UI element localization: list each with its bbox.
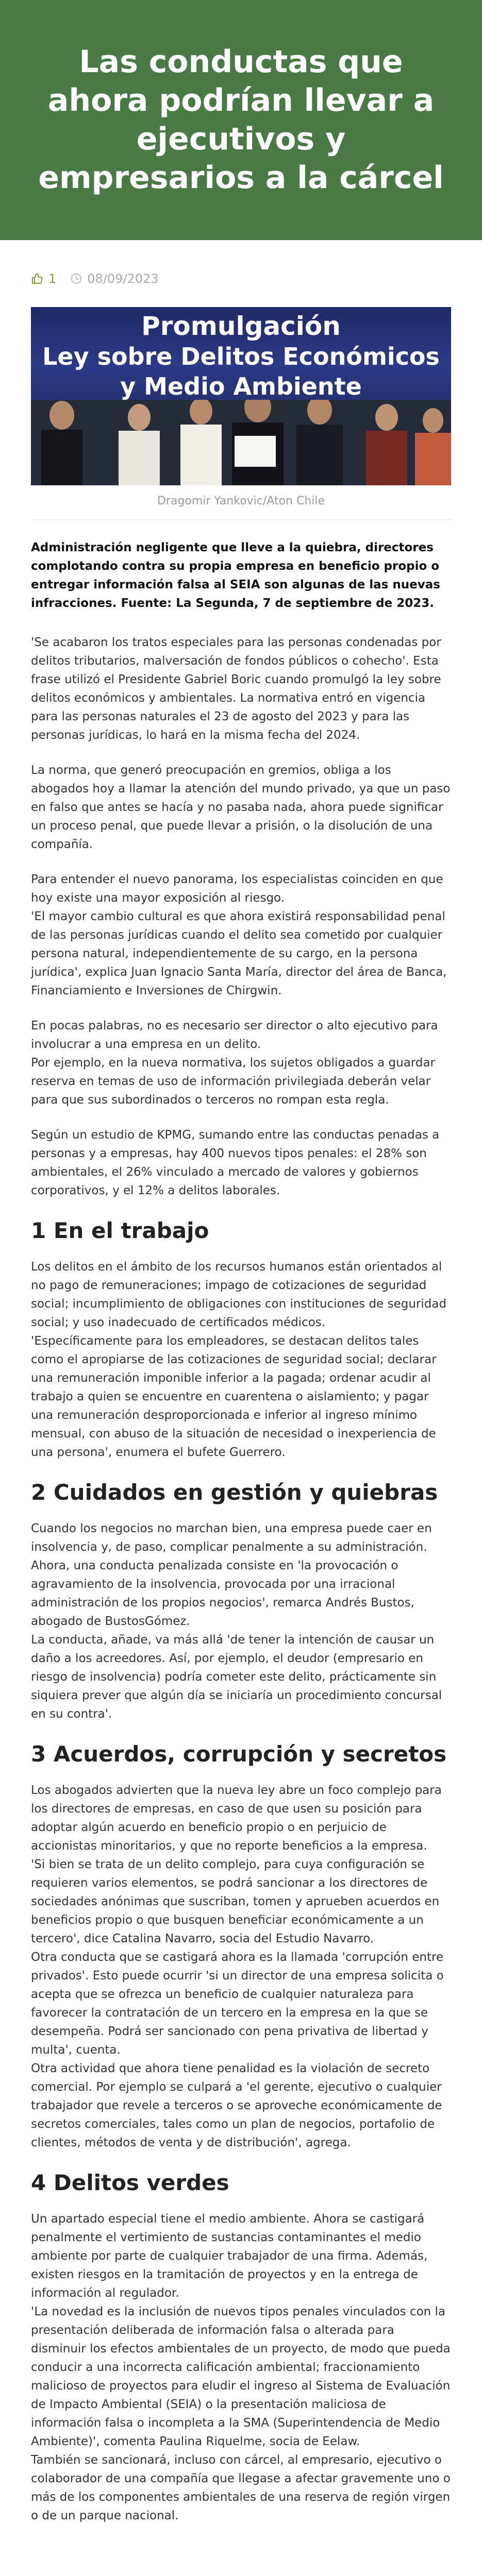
thumbs-up-icon [31, 273, 43, 285]
article-body [0, 261, 482, 2525]
article-meta [31, 261, 451, 297]
paragraph: Los abogados advierten que la nueva ley abre un foco complejo para los directores de empresas, en caso de que usen su posición para adoptar algún acuerdo en beneficio propio o en perjuicio de accionistas minoritarios, y que no reporte beneficios a la empresa. 'Si bien se trata de un delito complejo, para cuya configuración se requieren varios elementos, se podrá sancionar a los directores de sociedades anónimas que suscriban, tomen y aprueben acuerdos en beneficios propio o que busquen beneficiar económicamente a un tercero', dice Catalina Navarro, socia del Estudio Navarro. Otra conducta que se castigará ahora es la llamada 'corrupción entre privados'. Esto puede ocurrir 'si un director de una empresa solicita o acepta que se ofrezca un beneficio de cualquier naturaleza para favorecer la contratación de un tercero en la empresa en la que se desempeña. Podrá ser sancionado con pena privativa de libertad y multa', cuenta. Otra actividad que ahora tiene penalidad es la violación de secreto comercial. Por ejemplo se culpará a 'el gerente, ejecutivo o cualquier trabajador que revele a terceros o se aproveche económicamente de secretos comerciales, tales como un plan de negocios, portafolio de clientes, métodos de venta y de distribución', agrega. [31, 1784, 444, 2149]
banner-line-2a: Ley sobre Delitos Económicos [42, 343, 440, 370]
section-heading: 4 Delitos verdes [31, 2170, 229, 2195]
paragraph: Para entender el nuevo panorama, los especialistas coinciden en que hoy existe una mayor exposición al riesgo. 'El mayor cambio cultural es que ahora existirá responsabilidad penal de las personas jurídicas cuando el delito sea cometido por cualquier persona natural, independientemente de su cargo, en la persona jurídica', explica Juan Ignacio Santa María, director del área de Banca, Financiamiento e Inversiones de Chirgwin. [31, 873, 447, 997]
like-button[interactable] [31, 272, 56, 286]
paragraph: Según un estudio de KPMG, sumando entre las conductas penadas a personas y a empresas, hay 400 nuevos tipos penales: el 28% son ambientales, el 26% vinculado a mercado de valores y gobiernos corporativos, y el 12% a delitos laborales. [31, 1128, 440, 1197]
section-heading: 3 Acuerdos, corrupción y secretos [31, 1741, 447, 1767]
banner-line-1: Promulgación [141, 311, 341, 341]
banner-line-2b: y Medio Ambiente [120, 372, 362, 400]
photo-caption: Dragomir Yankovic/Aton Chile [31, 485, 451, 520]
article-title: Las conductas que ahora podrían llevar a ejecutivos y empresarios a la cárcel [38, 44, 444, 196]
paragraph: 'Se acabaron los tratos especiales para las personas condenadas por delitos tributarios, malversación de fondos públicos o cohecho'. Esta frase utilizó el Presidente Gabriel Boric cuando promulgó la ley sobre delitos económicos y ambientales. La normativa entró en vigencia para las personas naturales el 23 de agosto del 2023 y para las personas jurídicas, lo hará en la misma fecha del 2024. [31, 636, 441, 742]
like-count: 1 [48, 272, 57, 286]
date-text: 08/09/2023 [87, 272, 159, 286]
paragraph: En pocas palabras, no es necesario ser director o alto ejecutivo para involucrar a una empresa en un delito. Por ejemplo, en la nueva normativa, los sujetos obligados a guardar reserva en temas de uso de información privilegiada deberán velar para que sus subordinados o terceros no rompan esta regla. [31, 1019, 438, 1107]
paragraph: Los delitos en el ámbito de los recursos humanos están orientados al no pago de remuneraciones; impago de cotizaciones de seguridad social; incumplimiento de obligaciones con instituciones de seguridad social; y uso inadecuado de certificados médicos. 'Específicamente para los empleadores, se destacan delitos tales como el apropiarse de las cotizaciones de seguridad social; declarar una remuneración imponible inferior a la pagada; ordenar acudir al trabajo a quien se encuentre en cuarentena o aislamiento; y pagar una remuneración desproporcionada e inferior al ingreso mínimo mensual, con abuso de la situación de necesidad o inexperiencia de una persona', enumera el bufete Guerrero. [31, 1260, 447, 1459]
photo-people [31, 400, 451, 485]
publish-date [71, 272, 158, 286]
clock-icon [71, 273, 82, 284]
article-hero [0, 0, 482, 240]
article-photo [31, 307, 451, 485]
section-heading: 2 Cuidados en gestión y quiebras [31, 1480, 438, 1505]
photo-banner [31, 307, 451, 405]
section-heading: 1 En el trabajo [31, 1218, 209, 1243]
article-intro [31, 633, 451, 1200]
paragraph: La norma, que generó preocupación en gremios, obliga a los abogados hoy a llamar la atención del mundo privado, ya que un paso en falso que antes se hacía y no pasaba nada, ahora puede significar un proceso penal, que puede llevar a prisión, o la disolución de una compañía. [31, 764, 451, 851]
article-lead: Administración negligente que lleve a la quiebra, directores complotando contra su propia empresa en beneficio propio o entregar información falsa al SEIA son algunas de las nuevas infracciones. Fuente: La Segunda, 7 de septiembre de 2023. [31, 541, 440, 610]
banner-line-2 [31, 342, 451, 401]
paragraph: Cuando los negocios no marchan bien, una empresa puede caer en insolvencia y, de paso, complicar penalmente a su administración. Ahora, una conducta penalizada consiste en 'la provocación o agravamiento de la insolvencia, provocada por una irracional administración de los propios negocios', remarca Andrés Bustos, abogado de BustosGómez. La conducta, añade, va más allá 'de tener la intención de causar un daño a los acreedores. Así, por ejemplo, el deudor (empresario en riesgo de insolvencia) podría cometer este delito, prácticamente sin siquiera prever que algún día se iniciaría un procedimiento concursal en su contra'. [31, 1522, 442, 1721]
paragraph: Un apartado especial tiene el medio ambiente. Ahora se castigará penalmente el vertimiento de sustancias contaminantes el medio ambiente por parte de cualquier trabajador de una firma. Además, existen riesgos en la tramitación de proyectos y en la entrega de información al regulador. 'La novedad es la inclusión de nuevos tipos penales vinculados con la presentación deliberada de información falsa o alterada para disminuir los efectos ambientales de un proyecto, de modo que pueda conducir a una incorrecta calificación ambiental; fraccionamiento malicioso de proyectos para eludir el ingreso al Sistema de Evaluación de Impacto Ambiental (SEIA) o la presentación maliciosa de información falsa o incompleta a la SMA (Superintendencia de Medio Ambiente)', comenta Paulina Riquelme, socia de Eelaw. También se sancionará, incluso con cárcel, al empresario, ejecutivo o colaborador de una compañía que llegase a afectar gravemente uno o más de los componentes ambientales de una reserva de región virgen o de un parque nacional. [31, 2212, 451, 2522]
article-sections [31, 1216, 451, 2525]
